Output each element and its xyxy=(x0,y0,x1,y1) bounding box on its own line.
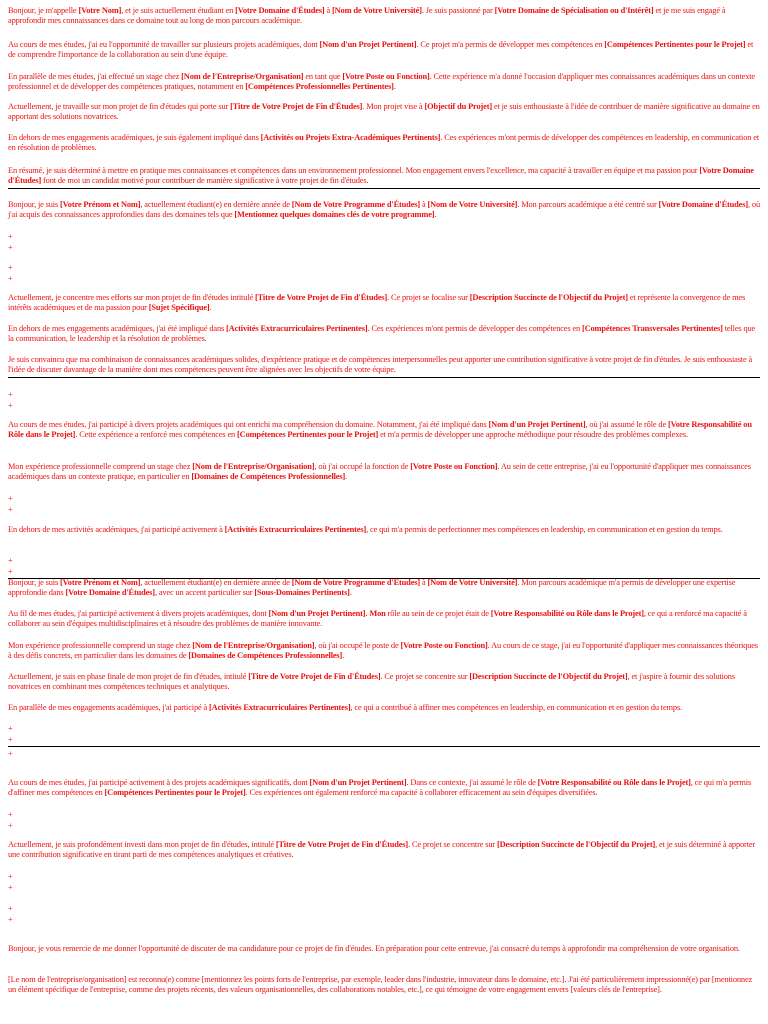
placeholder-text: [Votre Domaine d'Études] xyxy=(235,6,325,15)
plus-marker: + xyxy=(8,274,13,283)
plus-marker: + xyxy=(8,505,13,514)
plus-marker: + xyxy=(8,494,13,503)
text-run: . Ces expériences m'ont permis de développer des compétences en xyxy=(367,324,582,333)
placeholder-text: [Domaines de Compétences Professionnelles] xyxy=(191,472,346,482)
placeholder-text: [Votre Poste ou Fonction] xyxy=(342,72,430,81)
text-run: Bonjour, je suis xyxy=(8,578,61,587)
plus-marker: + xyxy=(8,232,13,241)
text-run: en tant que xyxy=(303,72,343,81)
paragraph xyxy=(8,133,760,154)
text-run: . Au sein de cette entreprise, j'ai eu l'opportunité d'appliquer mes connaissances académiques dans un contexte pratique, en particulier en xyxy=(8,462,751,482)
text-run: . xyxy=(349,588,352,598)
placeholder-text: [Description Succincte de l'Objectif du Projet] xyxy=(469,293,628,302)
placeholder-text: [Votre Poste ou Fonction] xyxy=(410,462,498,471)
text-run: . Ce projet se concentre sur xyxy=(408,840,497,849)
placeholder-text: [Nom de Votre Programme d'Études] xyxy=(291,578,421,587)
section-divider xyxy=(8,188,760,189)
text-run: Au cours de mes études, j'ai participé à divers projets académiques qui ont enrichi ma compréhension du domaine. Notamment, j'ai été impliqué dans xyxy=(8,420,489,429)
text-run: , où j'ai occupé le poste de xyxy=(314,641,401,650)
text-run: . Mon parcours académique a été centré sur xyxy=(517,200,659,209)
placeholder-text: [Nom de Votre Université] xyxy=(427,578,518,587)
text-run: et m'a permis de développer une approche méthodique pour résoudre des problèmes complexes. xyxy=(378,430,688,440)
placeholder-text: [Votre Poste ou Fonction] xyxy=(400,641,488,650)
text-run: Actuellement, je travaille sur mon projet de fin d'études qui porte sur xyxy=(8,102,231,111)
plus-marker: + xyxy=(8,556,13,565)
paragraph xyxy=(8,420,760,441)
placeholder-text: [Titre de Votre Projet de Fin d'Études] xyxy=(275,840,409,849)
text-run: . Cette expérience a renforcé mes compétences en xyxy=(75,430,238,440)
text-run: Bonjour, je suis xyxy=(8,200,61,209)
paragraph xyxy=(8,40,760,61)
text-run: Au fil de mes études, j'ai participé activement à divers projets académiques, dont xyxy=(8,609,269,618)
plus-marker: + xyxy=(8,810,13,819)
placeholder-text: [Activités Extracurriculaires Pertinentes] xyxy=(224,525,367,534)
text-run: , et j'aspire à fournir des solutions novatrices en combinant mes compétences techniques et analytiques. xyxy=(8,672,735,692)
text-run: . Au cours de ce stage, j'ai eu l'opportunité d'appliquer mes connaissances théoriques à des défis concrets, en particulier dans les domaines de xyxy=(8,641,758,661)
text-run: . xyxy=(434,210,437,220)
text-run: Mon expérience professionnelle comprend un stage chez xyxy=(8,462,193,471)
text-run: . xyxy=(342,651,345,661)
paragraph xyxy=(8,324,760,345)
paragraph xyxy=(8,6,760,27)
text-run: rôle au sein de ce projet était de xyxy=(385,609,491,618)
text-run: . Ces expériences ont également renforcé ma capacité à collaborer efficacement au sein d'équipes diversifiées. xyxy=(245,788,598,798)
placeholder-text: [Mentionnez quelques domaines clés de votre programme] xyxy=(234,210,435,220)
text-run: , et je suis déterminé à apporter une contribution significative en tirant parti de mes compétences analytiques et créatives. xyxy=(8,840,756,860)
text-run: Bonjour, je vous remercie de me donner l'opportunité de discuter de ma candidature pour ce projet de fin d'études. En préparation pour cette entrevue, j'ai consacré du temps à approfondir ma compréhension de votre organisation. xyxy=(8,944,740,953)
text-run: , où j'ai assumé le rôle de xyxy=(585,420,668,429)
text-run: Au cours de mes études, j'ai eu l'opportunité de travailler sur plusieurs projets académiques, dont xyxy=(8,40,320,49)
text-run: à xyxy=(420,200,428,209)
text-run: . Ces expériences m'ont permis de développer des compétences en leadership, en communication et en résolution de problèmes. xyxy=(8,133,759,153)
text-run: . xyxy=(365,609,370,618)
text-run: , ce qui m'a permis d'affiner mes compétences en xyxy=(8,778,752,798)
placeholder-text: [Votre Prénom et Nom] xyxy=(60,578,141,587)
text-run: . Ce projet se focalise sur xyxy=(387,293,470,302)
section-divider xyxy=(8,746,760,747)
text-run: . Mon projet vise à xyxy=(362,102,425,111)
text-run: . Cette expérience m'a donné l'occasion d'appliquer mes connaissances académiques dans un contexte professionnel et de développer des compétences pratiques, notamment en xyxy=(8,72,755,92)
paragraph xyxy=(8,641,760,662)
text-run: . xyxy=(209,303,212,313)
text-run: et représente la convergence de mes intérêts académiques et de ma passion pour xyxy=(8,293,746,313)
text-run: et je me suis engagé à approfondir mes connaissances dans ce domaine tout au long de mon parcours académique. xyxy=(8,6,726,26)
paragraph xyxy=(8,778,760,799)
placeholder-text: [Compétences Pertinentes pour le Projet] xyxy=(604,40,746,49)
text-run: [Le nom de l'entreprise/organisation] est reconnu(e) comme [mentionnez les points forts de l'entreprise, par exemple, leader dans l'industrie, innovateur dans le domaine, etc.]. J'ai été particulièrement impressionné(e) par [mentionnez un élément spécifique de l'entreprise, comme des projets récents, des valeurs organisationnelles, des collaborations notables, etc.], ce qui témoigne de votre engagement envers [valeurs clés de l'entreprise]. xyxy=(8,975,753,995)
placeholder-text: [Titre de Votre Projet de Fin d'Études] xyxy=(254,293,388,302)
plus-marker: + xyxy=(8,724,13,733)
text-run: Actuellement, je concentre mes efforts sur mon projet de fin d'études intitulé xyxy=(8,293,255,302)
text-run: . Ce projet se concentre sur xyxy=(380,672,470,681)
plus-marker: + xyxy=(8,904,13,913)
paragraph xyxy=(8,102,760,123)
placeholder-text: [Votre Domaine d'Études] xyxy=(658,200,749,209)
placeholder-text: [Description Succincte de l'Objectif du Projet] xyxy=(469,672,628,681)
paragraph xyxy=(8,72,760,93)
text-run: à xyxy=(420,578,428,587)
placeholder-text: [Nom de Votre Programme d'Études] xyxy=(291,200,421,209)
text-run: , avec un accent particulier sur xyxy=(154,588,255,598)
plus-marker: + xyxy=(8,567,13,576)
placeholder-text: [Compétences Pertinentes pour le Projet] xyxy=(237,430,379,440)
text-run: En dehors de mes engagements académiques, j'ai été impliqué dans xyxy=(8,324,227,333)
paragraph xyxy=(8,578,760,599)
text-run: Mon expérience professionnelle comprend un stage chez xyxy=(8,641,193,650)
placeholder-text: [Titre de Votre Projet de Fin d'Études] xyxy=(248,672,381,681)
paragraph xyxy=(8,355,760,376)
plus-marker: + xyxy=(8,735,13,744)
text-run: . Je suis passionné par xyxy=(421,6,495,15)
placeholder-text: [Nom de Votre Université] xyxy=(427,200,518,209)
text-run: , et je suis actuellement étudiant en xyxy=(121,6,236,15)
placeholder-text: [Activités ou Projets Extra-Académiques Pertinents] xyxy=(260,133,441,142)
text-run: En parallèle de mes études, j'ai effectué un stage chez xyxy=(8,72,182,81)
placeholder-text: [Votre Domaine d'Études] xyxy=(8,166,754,186)
plus-marker: + xyxy=(8,915,13,924)
placeholder-text: [Compétences Pertinentes pour le Projet] xyxy=(104,788,246,798)
text-run: et je suis enthousiaste à l'idée de contribuer de manière significative au domaine en apportant des solutions novatrices. xyxy=(8,102,760,122)
text-run: . xyxy=(393,82,396,92)
paragraph xyxy=(8,525,760,535)
text-run: En parallèle de mes engagements académiques, j'ai participé à xyxy=(8,703,210,712)
text-run: telles que la communication, le leadership et la résolution de problèmes. xyxy=(8,324,756,344)
text-run: , où j'ai acquis des connaissances approfondies dans des domaines tels que xyxy=(8,200,760,220)
text-run: En dehors de mes engagements académiques, je suis également impliqué dans xyxy=(8,133,261,142)
placeholder-text: [Sujet Spécifique] xyxy=(148,303,210,313)
text-run: En dehors de mes activités académiques, j'ai participé activement à xyxy=(8,525,225,534)
plus-marker: + xyxy=(8,401,13,410)
plus-marker: + xyxy=(8,821,13,830)
paragraph xyxy=(8,609,760,630)
paragraph xyxy=(8,840,760,861)
paragraph xyxy=(8,293,760,314)
placeholder-text: [Votre Responsabilité ou Rôle dans le Projet] xyxy=(490,609,644,618)
placeholder-text: [Nom d'un Projet Pertinent] xyxy=(488,420,586,429)
plus-marker: + xyxy=(8,749,13,758)
plus-marker: + xyxy=(8,263,13,272)
text-run: Actuellement, je suis en phase finale de mon projet de fin d'études, intitulé xyxy=(8,672,249,681)
paragraph xyxy=(8,975,760,996)
text-run: , ce qui m'a permis de perfectionner mes compétences en leadership, en communication et en gestion du temps. xyxy=(366,525,723,534)
placeholder-text: [Votre Nom] xyxy=(78,6,122,15)
placeholder-text: [Compétences Professionnelles Pertinentes] xyxy=(245,82,394,92)
text-run: Bonjour, je m'appelle xyxy=(8,6,79,15)
text-run: . Mon parcours académique m'a permis de développer une expertise approfondie dans xyxy=(8,578,736,598)
text-run: , actuellement étudiant(e) en dernière année de xyxy=(140,200,292,209)
placeholder-text: [Activités Extracurriculaires Pertinentes] xyxy=(209,703,351,712)
plus-marker: + xyxy=(8,390,13,399)
text-run: Je suis convaincu que ma combinaison de connaissances académiques solides, d'expérience pratique et de compétences interpersonnelles peut apporter une contribution significative à votre projet de fin d'études. Je suis enthousiaste à l'idée de discuter davantage de la manière dont mes compétences peuvent être alignées avec les objectifs de votre équipe. xyxy=(8,355,753,375)
placeholder-text: Mon xyxy=(369,609,386,618)
text-run: à xyxy=(324,6,333,15)
paragraph xyxy=(8,166,760,187)
plus-marker: + xyxy=(8,872,13,881)
text-run: . Ce projet m'a permis de développer mes compétences en xyxy=(416,40,605,49)
placeholder-text: [Domaines de Compétences Professionnelles] xyxy=(188,651,343,661)
text-run: , actuellement étudiant(e) en dernière année de xyxy=(140,578,292,587)
paragraph xyxy=(8,944,760,954)
plus-marker: + xyxy=(8,883,13,892)
text-run: Au cours de mes études, j'ai participé activement à des projets académiques significatifs, dont xyxy=(8,778,310,787)
text-run: . Dans ce contexte, j'ai assumé le rôle de xyxy=(406,778,538,787)
plus-marker: + xyxy=(8,243,13,252)
placeholder-text: [Activités Extracurriculaires Pertinentes] xyxy=(226,324,368,333)
text-run: font de moi un candidat motivé pour contribuer de manière significative à votre projet de fin d'études. xyxy=(41,176,369,186)
placeholder-text: [Nom de l'Entreprise/Organisation] xyxy=(192,641,315,650)
text-run: , ce qui a renforcé ma capacité à collaborer au sein d'équipes multidisciplinaires et à résoudre des problèmes de manière innovante. xyxy=(8,609,747,629)
paragraph xyxy=(8,672,760,693)
placeholder-text: [Votre Domaine de Spécialisation ou d'Intérêt] xyxy=(494,6,654,15)
placeholder-text: [Votre Responsabilité ou Rôle dans le Projet] xyxy=(8,420,752,440)
placeholder-text: [Objectif du Projet] xyxy=(424,102,492,111)
placeholder-text: [Votre Domaine d'Études] xyxy=(65,588,155,598)
paragraph xyxy=(8,703,760,713)
placeholder-text: [Sous-Domaines Pertinents] xyxy=(254,588,350,598)
placeholder-text: [Description Succincte de l'Objectif du Projet] xyxy=(496,840,656,849)
placeholder-text: [Votre Prénom et Nom] xyxy=(60,200,141,209)
section-divider xyxy=(8,377,760,378)
text-run: , ce qui a contribué à affiner mes compétences en leadership, en communication et en gestion du temps. xyxy=(350,703,683,712)
placeholder-text: [Nom de l'Entreprise/Organisation] xyxy=(192,462,315,471)
placeholder-text: [Nom de l'Entreprise/Organisation] xyxy=(181,72,304,81)
text-run: et de comprendre l'importance de la collaboration au sein d'une équipe. xyxy=(8,40,754,60)
text-run: . xyxy=(345,472,348,482)
placeholder-text: [Nom de Votre Université] xyxy=(332,6,422,15)
text-run: , où j'ai occupé la fonction de xyxy=(314,462,411,471)
text-run: Actuellement, je suis profondément investi dans mon projet de fin d'études, intitulé xyxy=(8,840,276,849)
placeholder-text: [Nom d'un Projet Pertinent] xyxy=(309,778,407,787)
placeholder-text: [Titre de Votre Projet de Fin d'Études] xyxy=(230,102,363,111)
paragraph xyxy=(8,462,760,483)
placeholder-text: [Nom d'un Projet Pertinent] xyxy=(268,609,366,618)
placeholder-text: [Nom d'un Projet Pertinent] xyxy=(319,40,417,49)
placeholder-text: [Votre Responsabilité ou Rôle dans le Projet] xyxy=(537,778,691,787)
text-run: En résumé, je suis déterminé à mettre en pratique mes connaissances et compétences dans un environnement professionnel. Mon engagement envers l'excellence, ma capacité à travailler en équipe et ma passion pour xyxy=(8,166,700,175)
paragraph xyxy=(8,200,760,221)
placeholder-text: [Compétences Transversales Pertinentes] xyxy=(581,324,723,333)
